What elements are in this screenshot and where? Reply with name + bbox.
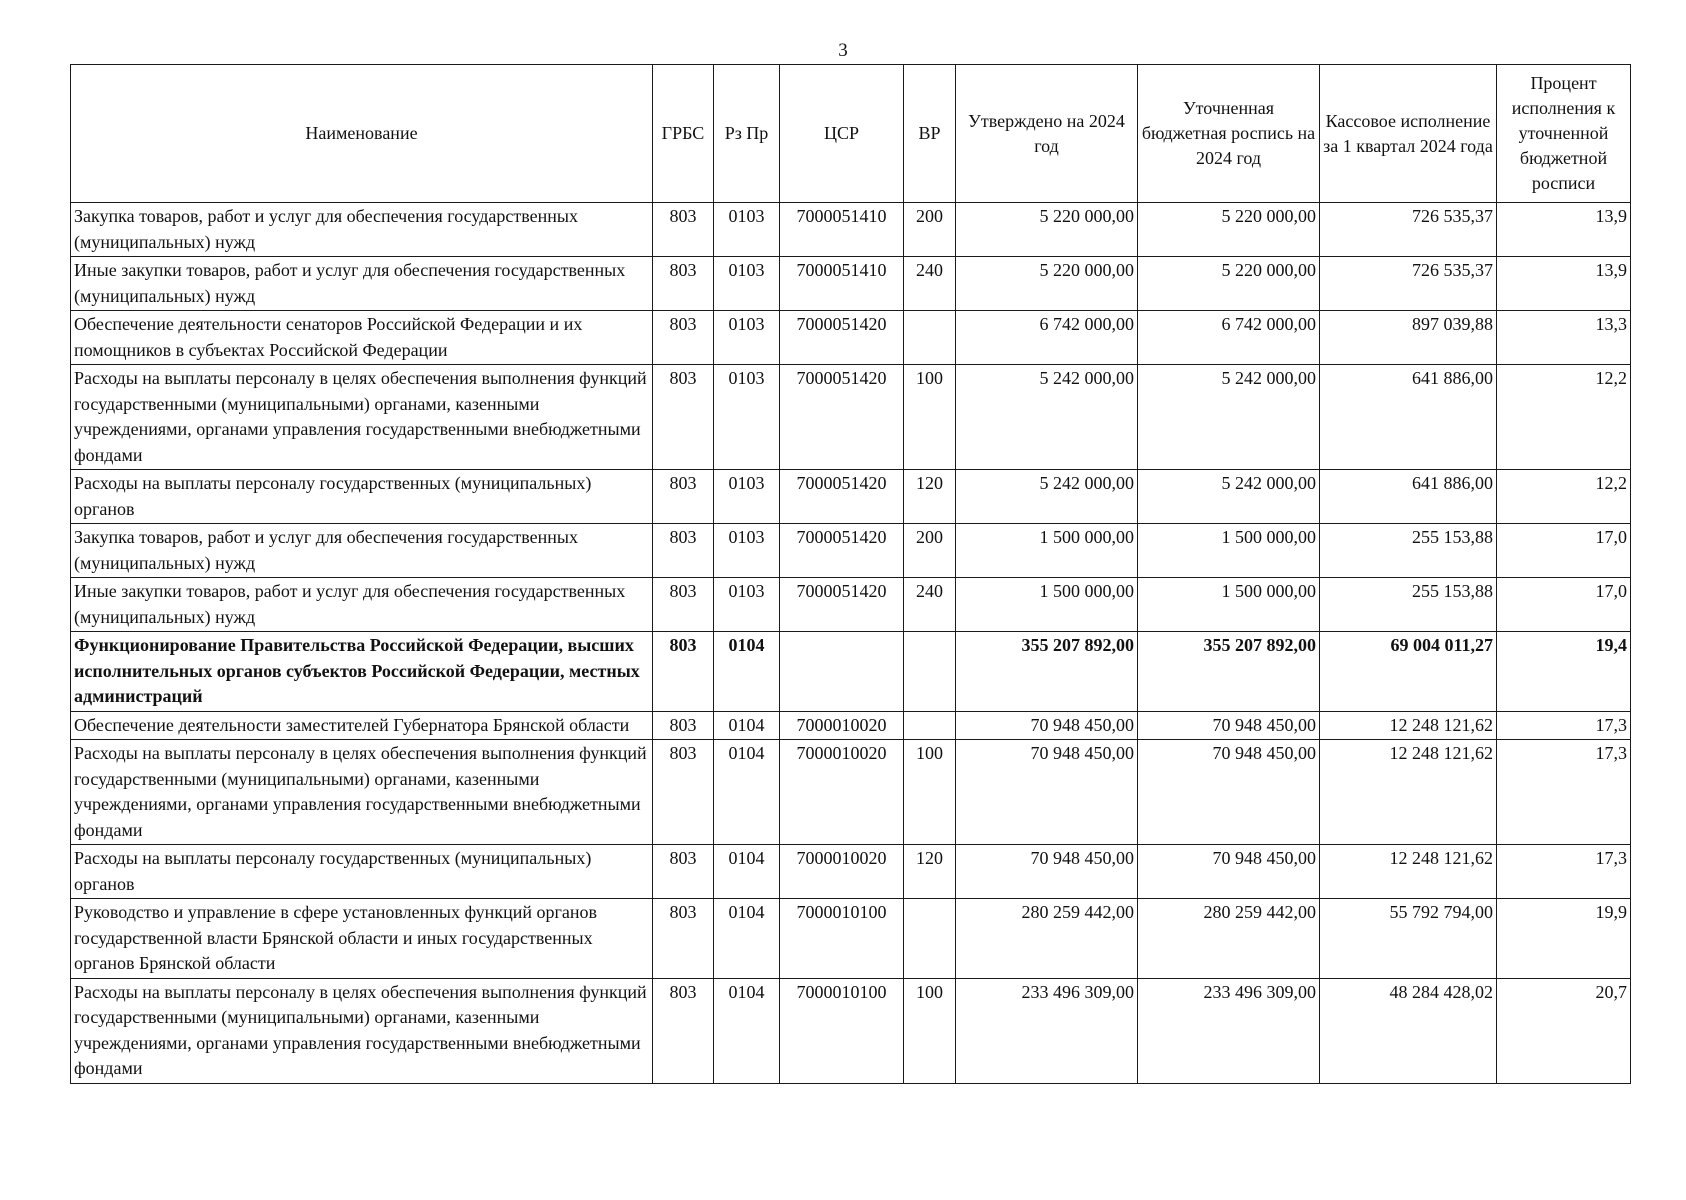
- cell-refined: 70 948 450,00: [1138, 740, 1320, 845]
- cell-refined: 280 259 442,00: [1138, 899, 1320, 979]
- cell-percent: 17,0: [1497, 524, 1631, 578]
- cell-name: Расходы на выплаты персоналу в целях обеспечения выполнения функций государственными (муниципальными) органами, казенными учреждениями, органами управления государственными внебюджетными фондами: [71, 740, 653, 845]
- cell-percent: 17,3: [1497, 740, 1631, 845]
- table-row: [71, 470, 1631, 524]
- cell-approved: 5 220 000,00: [956, 257, 1138, 311]
- cell-name: Расходы на выплаты персоналу в целях обеспечения выполнения функций государственными (муниципальными) органами, казенными учреждениями, органами управления государственными внебюджетными фондами: [71, 365, 653, 470]
- cell-approved: 6 742 000,00: [956, 311, 1138, 365]
- cell-rzpr: 0103: [714, 470, 780, 524]
- cell-grbs: 803: [653, 632, 714, 712]
- cell-rzpr: 0104: [714, 899, 780, 979]
- cell-percent: 20,7: [1497, 978, 1631, 1083]
- cell-csr: 7000051420: [780, 365, 904, 470]
- cell-percent: 13,9: [1497, 203, 1631, 257]
- cell-cash: 48 284 428,02: [1320, 978, 1497, 1083]
- cell-cash: 12 248 121,62: [1320, 740, 1497, 845]
- cell-rzpr: 0103: [714, 578, 780, 632]
- cell-percent: 17,0: [1497, 578, 1631, 632]
- page-number: 3: [838, 40, 848, 61]
- cell-grbs: 803: [653, 845, 714, 899]
- cell-cash: 726 535,37: [1320, 257, 1497, 311]
- cell-refined: 6 742 000,00: [1138, 311, 1320, 365]
- cell-refined: 233 496 309,00: [1138, 978, 1320, 1083]
- cell-rzpr: 0103: [714, 203, 780, 257]
- cell-percent: 19,9: [1497, 899, 1631, 979]
- cell-csr: 7000010100: [780, 978, 904, 1083]
- cell-refined: 5 220 000,00: [1138, 257, 1320, 311]
- table-row: [71, 978, 1631, 1083]
- cell-csr: 7000010020: [780, 711, 904, 740]
- cell-name: Расходы на выплаты персоналу государственных (муниципальных) органов: [71, 470, 653, 524]
- cell-name: Расходы на выплаты персоналу в целях обеспечения выполнения функций государственными (муниципальными) органами, казенными учреждениями, органами управления государственными внебюджетными фондами: [71, 978, 653, 1083]
- cell-approved: 70 948 450,00: [956, 740, 1138, 845]
- header-rzpr: Рз Пр: [714, 65, 780, 203]
- cell-approved: 5 220 000,00: [956, 203, 1138, 257]
- cell-name: Функционирование Правительства Российской Федерации, высших исполнительных органов субъектов Российской Федерации, местных администраций: [71, 632, 653, 712]
- cell-percent: 12,2: [1497, 470, 1631, 524]
- cell-approved: 70 948 450,00: [956, 711, 1138, 740]
- header-grbs: ГРБС: [653, 65, 714, 203]
- cell-refined: 355 207 892,00: [1138, 632, 1320, 712]
- cell-cash: 255 153,88: [1320, 524, 1497, 578]
- cell-approved: 280 259 442,00: [956, 899, 1138, 979]
- budget-execution-table: [70, 64, 1631, 1084]
- table-row: [71, 740, 1631, 845]
- cell-vr: [904, 632, 956, 712]
- cell-vr: 100: [904, 978, 956, 1083]
- cell-csr: [780, 632, 904, 712]
- cell-grbs: 803: [653, 524, 714, 578]
- cell-name: Иные закупки товаров, работ и услуг для обеспечения государственных (муниципальных) нужд: [71, 257, 653, 311]
- cell-refined: 1 500 000,00: [1138, 524, 1320, 578]
- cell-grbs: 803: [653, 978, 714, 1083]
- cell-vr: 200: [904, 203, 956, 257]
- cell-cash: 726 535,37: [1320, 203, 1497, 257]
- table-row: [71, 632, 1631, 712]
- header-name: Наименование: [71, 65, 653, 203]
- table-row: [71, 203, 1631, 257]
- cell-approved: 1 500 000,00: [956, 524, 1138, 578]
- cell-refined: 70 948 450,00: [1138, 711, 1320, 740]
- cell-csr: 7000010020: [780, 845, 904, 899]
- cell-percent: 13,9: [1497, 257, 1631, 311]
- table-row: [71, 845, 1631, 899]
- table-row: [71, 257, 1631, 311]
- cell-rzpr: 0104: [714, 978, 780, 1083]
- cell-grbs: 803: [653, 470, 714, 524]
- cell-vr: [904, 711, 956, 740]
- header-vr: ВР: [904, 65, 956, 203]
- cell-grbs: 803: [653, 711, 714, 740]
- cell-approved: 355 207 892,00: [956, 632, 1138, 712]
- cell-name: Расходы на выплаты персоналу государственных (муниципальных) органов: [71, 845, 653, 899]
- cell-csr: 7000051410: [780, 257, 904, 311]
- cell-grbs: 803: [653, 365, 714, 470]
- cell-name: Обеспечение деятельности сенаторов Российской Федерации и их помощников в субъектах Российской Федерации: [71, 311, 653, 365]
- cell-rzpr: 0103: [714, 365, 780, 470]
- cell-cash: 12 248 121,62: [1320, 845, 1497, 899]
- cell-name: Закупка товаров, работ и услуг для обеспечения государственных (муниципальных) нужд: [71, 524, 653, 578]
- cell-rzpr: 0103: [714, 311, 780, 365]
- table-row: [71, 578, 1631, 632]
- cell-grbs: 803: [653, 899, 714, 979]
- header-csr: ЦСР: [780, 65, 904, 203]
- cell-refined: 5 242 000,00: [1138, 470, 1320, 524]
- cell-vr: 240: [904, 257, 956, 311]
- table-header-row: [71, 65, 1631, 203]
- cell-cash: 641 886,00: [1320, 470, 1497, 524]
- cell-vr: 100: [904, 365, 956, 470]
- header-cash: Кассовое исполнение за 1 квартал 2024 года: [1320, 65, 1497, 203]
- cell-cash: 255 153,88: [1320, 578, 1497, 632]
- cell-approved: 233 496 309,00: [956, 978, 1138, 1083]
- cell-refined: 5 220 000,00: [1138, 203, 1320, 257]
- cell-grbs: 803: [653, 311, 714, 365]
- cell-cash: 55 792 794,00: [1320, 899, 1497, 979]
- cell-name: Обеспечение деятельности заместителей Губернатора Брянской области: [71, 711, 653, 740]
- cell-percent: 19,4: [1497, 632, 1631, 712]
- cell-refined: 1 500 000,00: [1138, 578, 1320, 632]
- cell-vr: 240: [904, 578, 956, 632]
- cell-rzpr: 0103: [714, 257, 780, 311]
- table-row: [71, 365, 1631, 470]
- cell-percent: 17,3: [1497, 711, 1631, 740]
- cell-name: Закупка товаров, работ и услуг для обеспечения государственных (муниципальных) нужд: [71, 203, 653, 257]
- cell-vr: 120: [904, 470, 956, 524]
- cell-vr: 200: [904, 524, 956, 578]
- table-row: [71, 524, 1631, 578]
- table-row: [71, 899, 1631, 979]
- cell-grbs: 803: [653, 578, 714, 632]
- table-body: [71, 203, 1631, 1084]
- cell-percent: 17,3: [1497, 845, 1631, 899]
- cell-csr: 7000010020: [780, 740, 904, 845]
- header-refined: Уточненная бюджетная роспись на 2024 год: [1138, 65, 1320, 203]
- cell-grbs: 803: [653, 740, 714, 845]
- cell-csr: 7000051420: [780, 524, 904, 578]
- cell-rzpr: 0103: [714, 524, 780, 578]
- cell-approved: 5 242 000,00: [956, 470, 1138, 524]
- cell-percent: 13,3: [1497, 311, 1631, 365]
- cell-vr: 100: [904, 740, 956, 845]
- table-row: [71, 311, 1631, 365]
- cell-vr: [904, 311, 956, 365]
- cell-vr: [904, 899, 956, 979]
- cell-cash: 897 039,88: [1320, 311, 1497, 365]
- cell-approved: 5 242 000,00: [956, 365, 1138, 470]
- cell-name: Иные закупки товаров, работ и услуг для обеспечения государственных (муниципальных) нужд: [71, 578, 653, 632]
- cell-rzpr: 0104: [714, 740, 780, 845]
- cell-cash: 69 004 011,27: [1320, 632, 1497, 712]
- table-row: [71, 711, 1631, 740]
- cell-csr: 7000051420: [780, 578, 904, 632]
- header-approved: Утверждено на 2024 год: [956, 65, 1138, 203]
- cell-refined: 70 948 450,00: [1138, 845, 1320, 899]
- cell-cash: 12 248 121,62: [1320, 711, 1497, 740]
- cell-approved: 70 948 450,00: [956, 845, 1138, 899]
- cell-cash: 641 886,00: [1320, 365, 1497, 470]
- cell-csr: 7000051420: [780, 311, 904, 365]
- cell-grbs: 803: [653, 203, 714, 257]
- cell-vr: 120: [904, 845, 956, 899]
- cell-rzpr: 0104: [714, 845, 780, 899]
- cell-rzpr: 0104: [714, 632, 780, 712]
- cell-percent: 12,2: [1497, 365, 1631, 470]
- cell-grbs: 803: [653, 257, 714, 311]
- header-percent: Процент исполнения к уточненной бюджетной росписи: [1497, 65, 1631, 203]
- cell-name: Руководство и управление в сфере установленных функций органов государственной власти Брянской области и иных государственных органов Брянской области: [71, 899, 653, 979]
- cell-rzpr: 0104: [714, 711, 780, 740]
- cell-approved: 1 500 000,00: [956, 578, 1138, 632]
- cell-csr: 7000010100: [780, 899, 904, 979]
- cell-csr: 7000051410: [780, 203, 904, 257]
- cell-refined: 5 242 000,00: [1138, 365, 1320, 470]
- cell-csr: 7000051420: [780, 470, 904, 524]
